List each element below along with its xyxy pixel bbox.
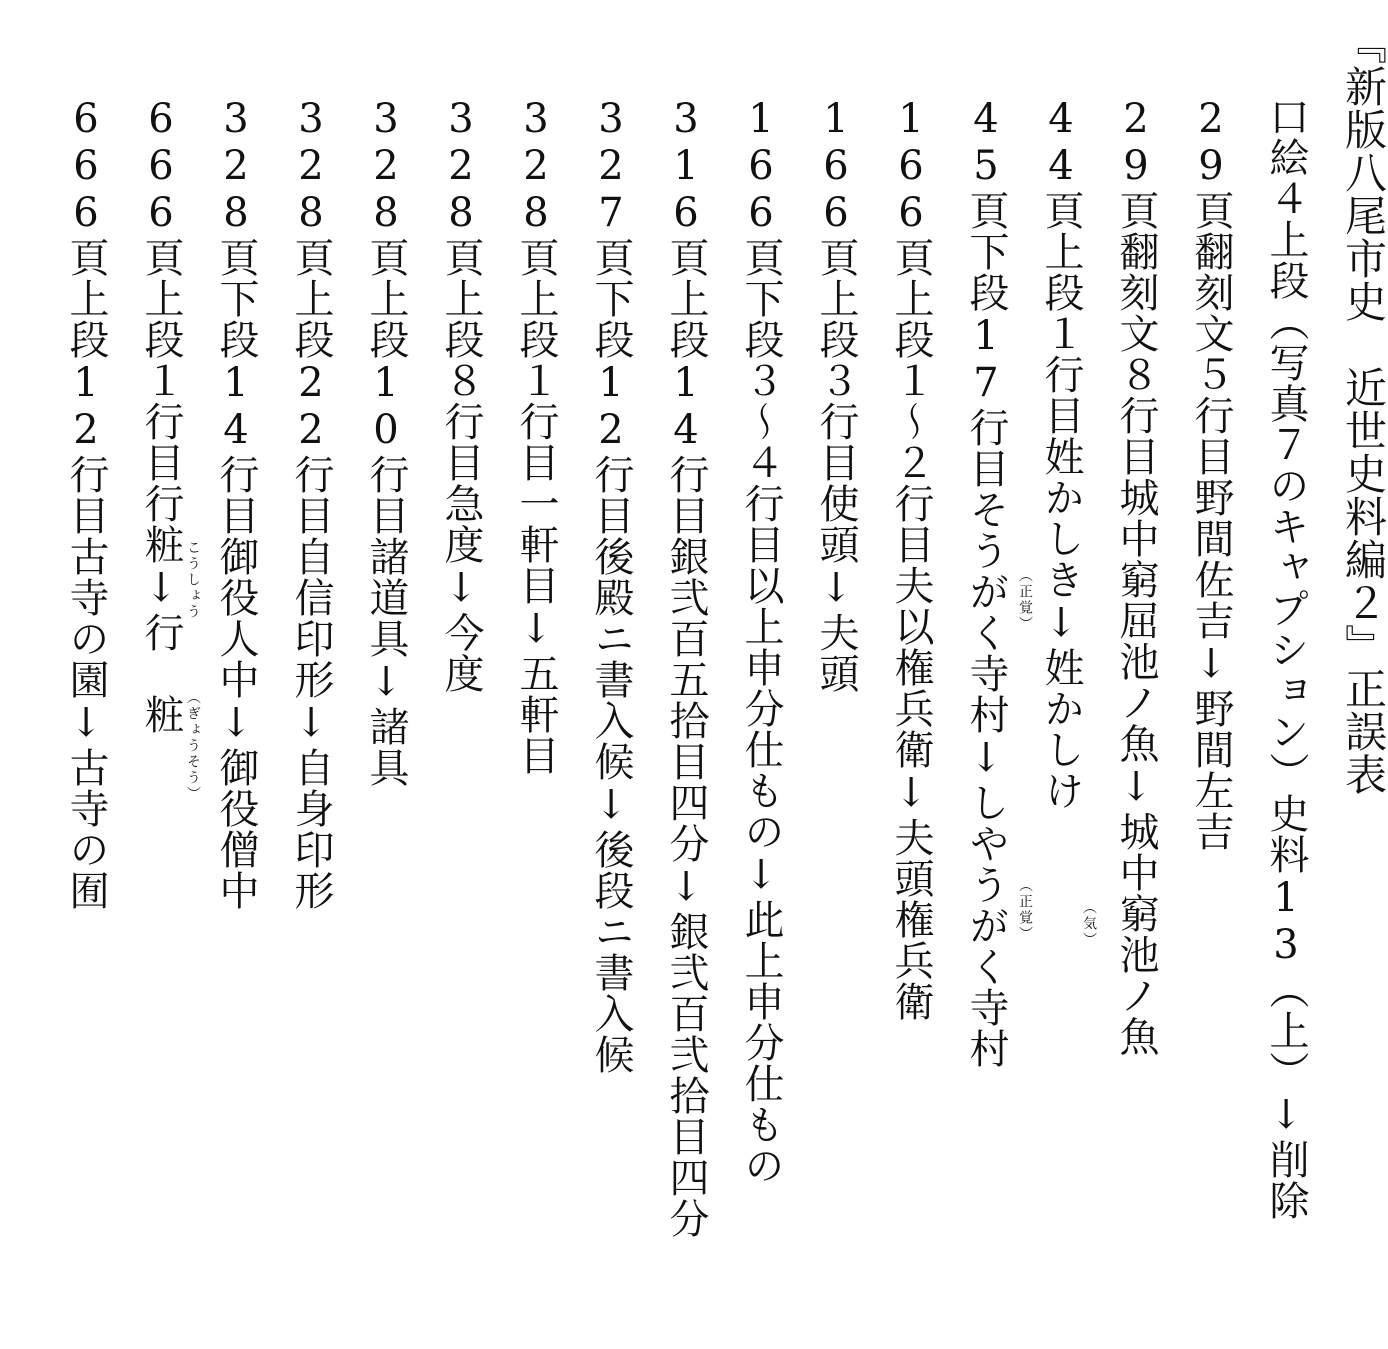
correction-text: （写真７のキャプション）史料13（上）↓削除 [1263,301,1309,1221]
correction-text: 使頭↓夫頭 [813,483,859,694]
correction-text: 野間佐吉↓野間左吉 [1188,477,1234,852]
position-ref: 下段 [213,278,259,360]
errata-entry [138,96,184,735]
errata-entry [1188,96,1234,852]
correction-text: 城中窮屈池ノ魚↓城中窮池ノ魚 [1113,477,1159,1057]
correction-text: 銀弐百五拾目四分↓銀弐百弐拾目四分 [663,536,709,1239]
page-ref: 328頁 [213,96,259,278]
correction-text: 後殿ニ書入候↓後段ニ書入候 [588,536,634,1075]
errata-entry [438,96,484,694]
annotation-seigaku-1: （正覚） [1017,568,1033,632]
page-ref: 328頁 [438,96,484,278]
line-ref: 14行目 [213,360,259,536]
errata-entry [963,96,1009,1069]
errata-entry [1038,96,1084,811]
page-ref: 166頁 [813,96,859,278]
line-ref: 17行目 [963,313,1009,489]
errata-entry [663,96,709,1239]
position-ref: 上段 [513,278,559,360]
page-ref: 口絵４ [1263,96,1309,219]
position-ref: 上段 [138,278,184,360]
page-ref: 29頁 [1113,96,1159,231]
errata-entry [63,96,109,911]
errata-entry [588,96,634,1075]
position-ref: 下段 [588,278,634,360]
annotation-gyousou: （ぎょうそう） [185,690,201,802]
position-ref: 上段 [288,278,334,360]
correction-text: 自信印形↓自身印形 [288,536,334,911]
position-ref: 上段 [1263,219,1309,301]
correction-text: そうがく寺村↓しやうがく寺村 [963,489,1009,1069]
line-ref: １行目 [513,360,559,483]
annotation-koushou: こうしょう [185,540,201,620]
annotation-ki: （気） [1081,900,1097,948]
correction-text: 古寺の園↓古寺の囿 [63,536,109,911]
line-ref: ５行目 [1188,354,1234,477]
page-ref: 666頁 [63,96,109,278]
errata-entry [288,96,334,911]
correction-text: 急度↓今度 [438,483,484,694]
line-ref: ８行目 [438,360,484,483]
errata-entry [1113,96,1159,1057]
line-ref: 12行目 [588,360,634,536]
position-ref: 上段 [1038,231,1084,313]
annotation-seigaku-2: （正覚） [1017,878,1033,942]
line-ref: １～２行目 [888,360,934,565]
line-ref: １行目 [1038,313,1084,436]
position-ref: 上段 [63,278,109,360]
errata-entry [363,96,409,788]
correction-text: 夫以権兵衛↓夫頭権兵衛 [888,565,934,1022]
errata-entry [738,96,784,1186]
errata-entry [1263,96,1309,1221]
page-ref: 666頁 [138,96,184,278]
correction-text: 諸道具↓諸具 [363,536,409,788]
position-ref: 翻刻文 [1113,231,1159,354]
page-ref: 166頁 [738,96,784,278]
errata-entry [513,96,559,776]
line-ref: ３～４行目 [738,360,784,565]
page-ref: 44頁 [1038,96,1084,231]
position-ref: 上段 [813,278,859,360]
errata-entry [813,96,859,694]
line-ref: 10行目 [363,360,409,536]
line-ref: １行目 [138,360,184,483]
position-ref: 翻刻文 [1188,231,1234,354]
errata-entry [888,96,934,1022]
page-ref: 328頁 [288,96,334,278]
page-ref: 45頁 [963,96,1009,231]
document-title: 『新版八尾市史 近世史料編２』正誤表 [1339,22,1388,796]
position-ref: 上段 [363,278,409,360]
line-ref: ３行目 [813,360,859,483]
correction-text: 御役人中↓御役僧中 [213,536,259,911]
errata-entry [213,96,259,911]
page-ref: 328頁 [363,96,409,278]
line-ref: 14行目 [663,360,709,536]
position-ref: 上段 [663,278,709,360]
line-ref: ８行目 [1113,354,1159,477]
position-ref: 下段 [963,231,1009,313]
line-ref: 12行目 [63,360,109,536]
correction-text: 一軒目↓五軒目 [513,483,559,776]
correction-text: 姓かしき↓姓かしけ [1038,436,1084,811]
page-ref: 316頁 [663,96,709,278]
position-ref: 下段 [738,278,784,360]
correction-text: 行粧↓行 粧 [138,483,184,735]
page-ref: 166頁 [888,96,934,278]
page-ref: 327頁 [588,96,634,278]
page-ref: 328頁 [513,96,559,278]
page-ref: 29頁 [1188,96,1234,231]
position-ref: 上段 [888,278,934,360]
line-ref: 22行目 [288,360,334,536]
position-ref: 上段 [438,278,484,360]
correction-text: 以上申分仕もの↓此上申分仕もの [738,565,784,1186]
